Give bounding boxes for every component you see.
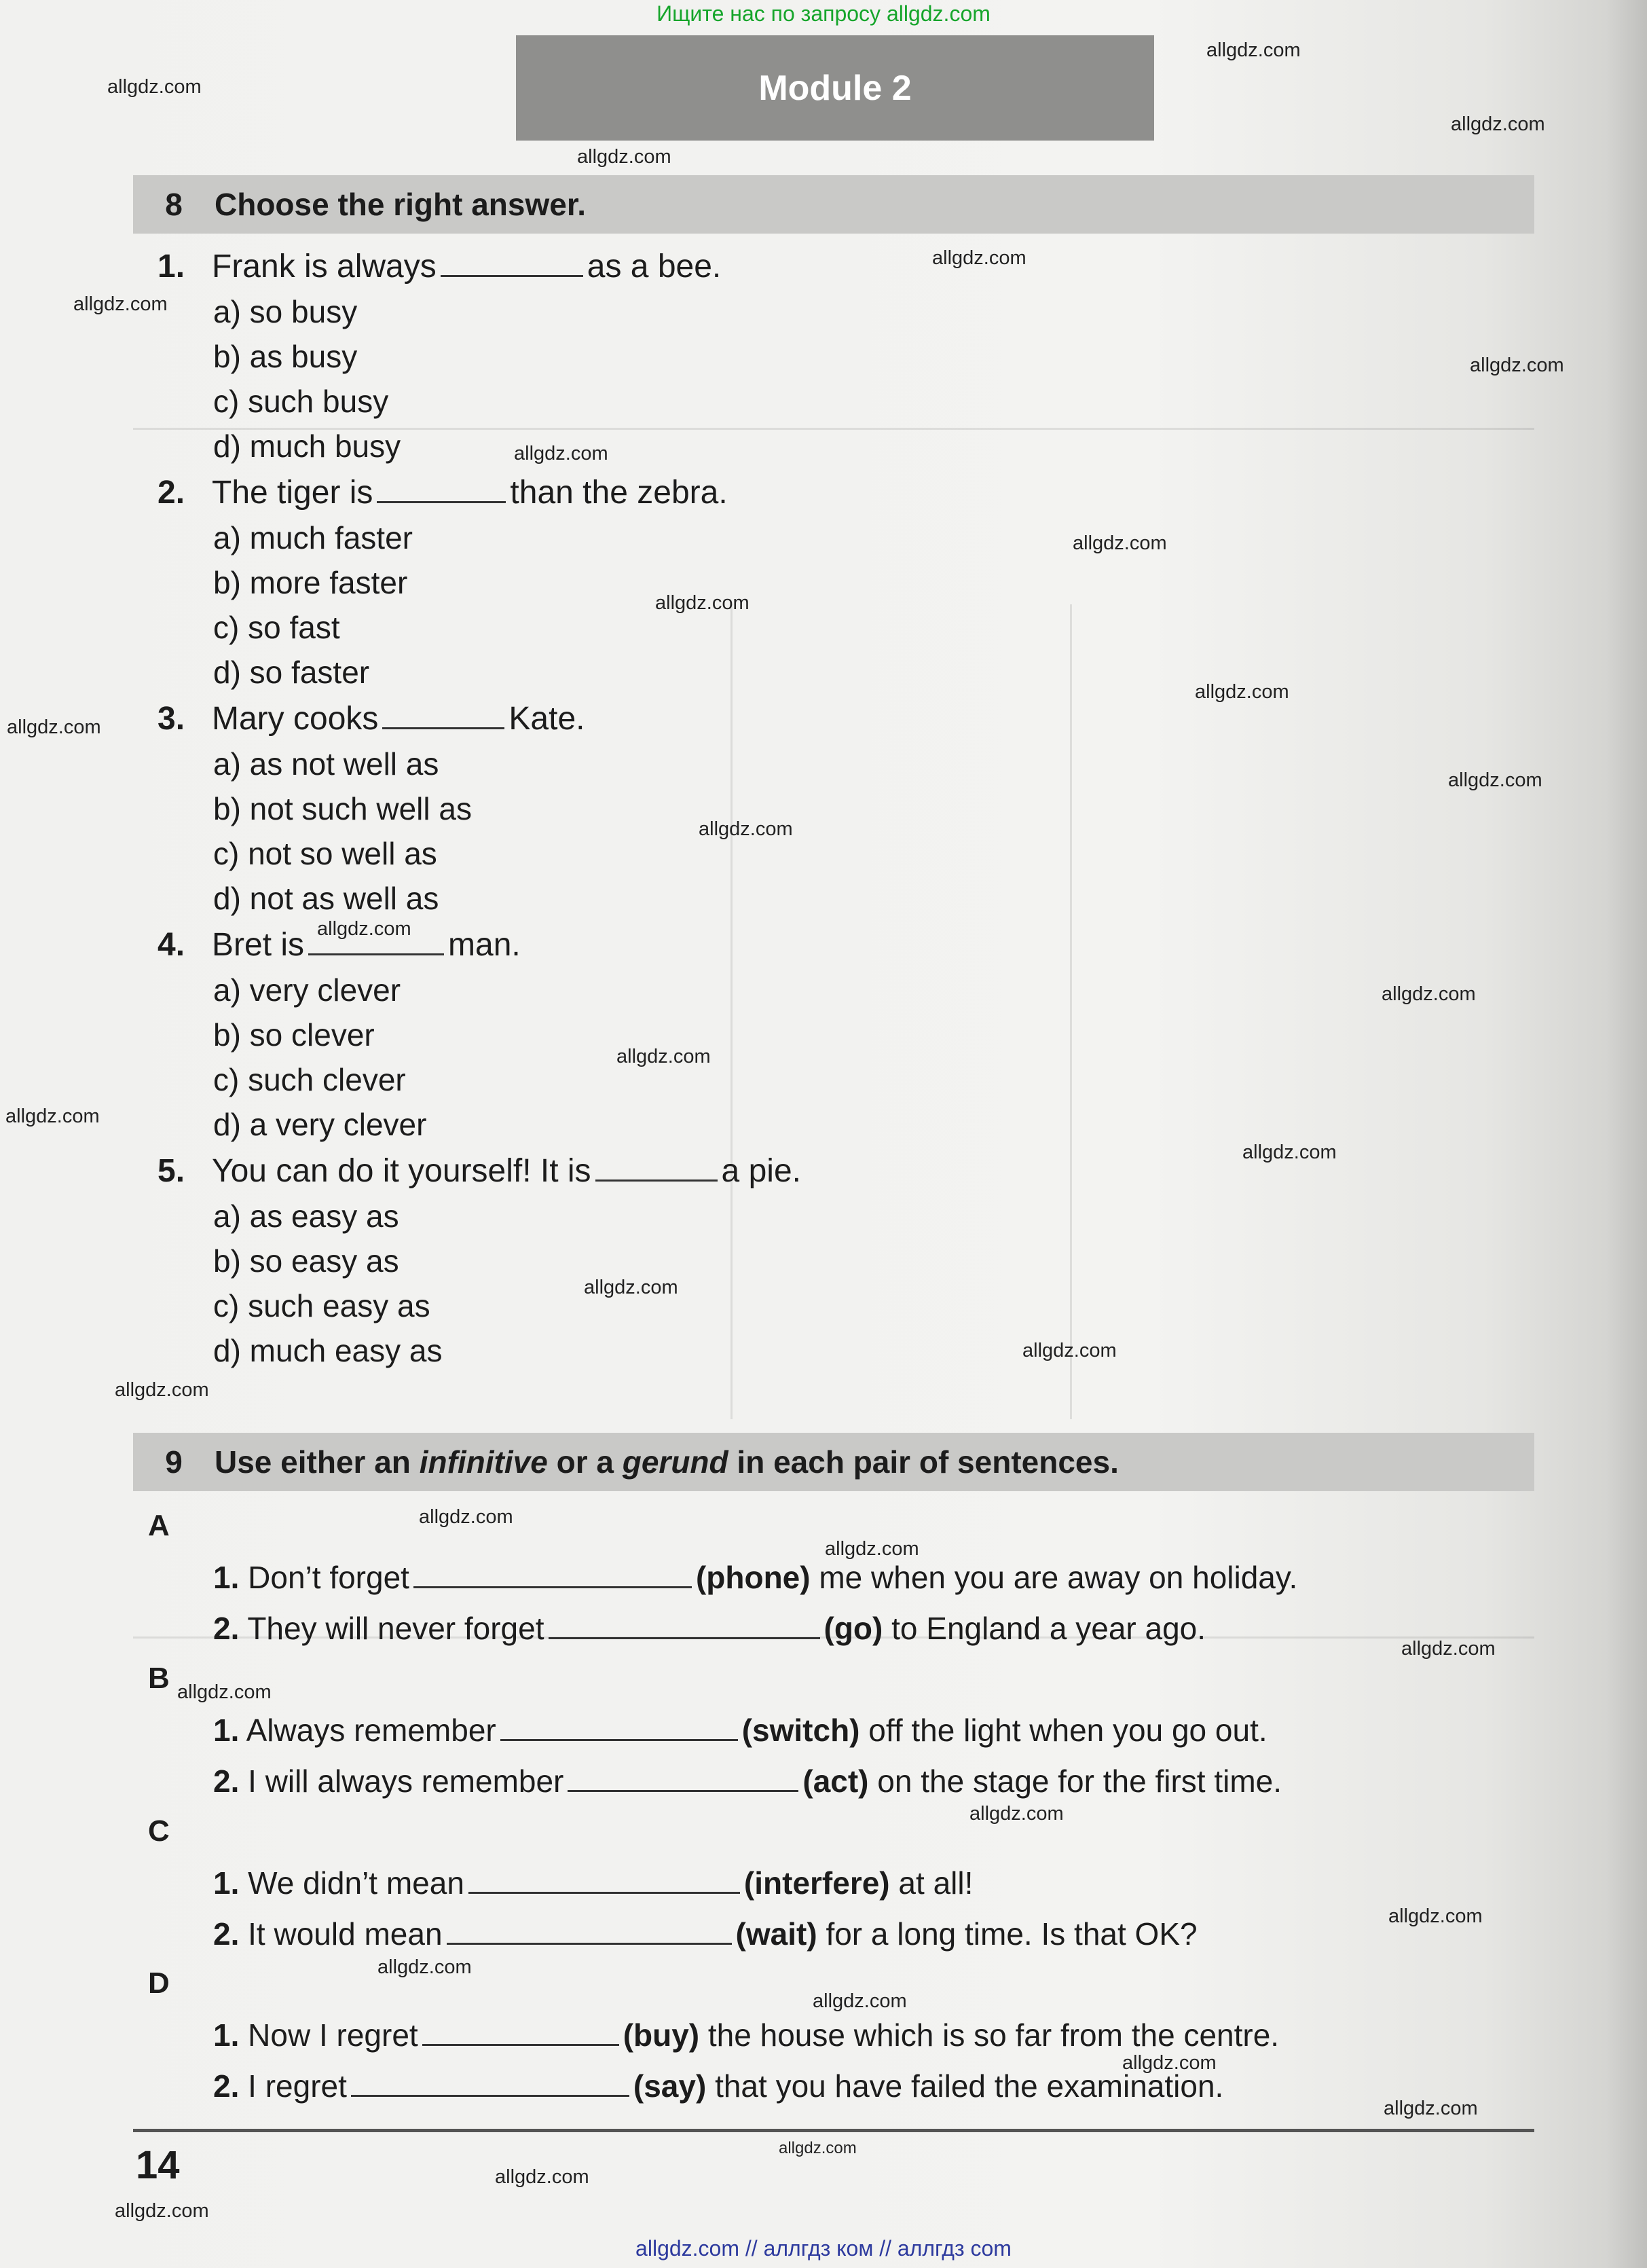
exercise-number: 8 [165,187,183,222]
watermark: allgdz.com [1470,354,1564,376]
watermark: allgdz.com [7,716,101,738]
watermark: allgdz.com [177,1681,272,1703]
answer-blank[interactable] [441,250,583,277]
watermark: allgdz.com [1451,113,1545,135]
sentence: 1. Now I regret (buy) the house which is so far from the centre. [213,2017,1280,2053]
option[interactable]: c) such clever [213,1062,406,1097]
watermark: allgdz.com [584,1277,678,1298]
option[interactable]: c) such easy as [213,1288,430,1323]
exercise-title: Use either an infinitive or a gerund in each pair of sentences. [215,1444,1119,1480]
answer-blank[interactable] [468,1867,740,1894]
answer-blank[interactable] [377,476,506,503]
option[interactable]: a) as easy as [213,1199,399,1234]
watermark: allgdz.com [779,2139,857,2157]
option[interactable]: d) much easy as [213,1333,443,1368]
answer-blank[interactable] [422,2019,619,2046]
group-letter: D [148,1967,170,2000]
option[interactable]: a) much faster [213,520,413,555]
option[interactable]: a) so busy [213,294,358,329]
watermark: allgdz.com [115,1379,209,1401]
watermark: allgdz.com [377,1956,472,1978]
page-spine-shadow [1606,0,1647,2268]
question: 5. You can do it yourself! It is a pie. [158,1153,801,1189]
watermark: allgdz.com [514,443,608,464]
watermark: allgdz.com [495,2166,589,2188]
watermark: allgdz.com [699,818,793,840]
watermark: allgdz.com [825,1538,919,1560]
question: 1. Frank is always as a bee. [158,249,722,285]
watermark: allgdz.com [5,1105,100,1127]
watermark: allgdz.com [577,146,671,168]
sentence: 2. I regret (say) that you have failed the examination. [213,2068,1224,2104]
watermark: allgdz.com [1022,1340,1117,1361]
watermark: allgdz.com [932,247,1026,269]
answer-blank[interactable] [413,1561,692,1588]
exercise-9-header [133,1433,1534,1491]
watermark: allgdz.com [419,1506,513,1528]
sentence: 2. I will always remember (act) on the stage for the first time. [213,1763,1282,1799]
answer-blank[interactable] [500,1714,738,1741]
group-letter: C [148,1814,170,1848]
watermark: allgdz.com [1401,1638,1496,1660]
option[interactable]: d) not as well as [213,881,439,916]
group-letter: B [148,1662,170,1695]
watermark: allgdz.com [655,592,750,614]
option[interactable]: b) as busy [213,339,358,374]
option[interactable]: c) so fast [213,610,340,645]
answer-blank[interactable] [447,1918,732,1945]
watermark: allgdz.com [1122,2052,1217,2074]
option[interactable]: c) such busy [213,384,389,419]
option[interactable]: a) as not well as [213,746,439,782]
answer-blank[interactable] [351,2070,629,2097]
sentence: 2. They will never forget (go) to England a year ago. [213,1611,1206,1646]
watermark: allgdz.com [616,1046,711,1067]
question: 3. Mary cooks Kate. [158,701,585,737]
sentence: 1. Don’t forget (phone) me when you are away on holiday. [213,1560,1298,1595]
option[interactable]: d) a very clever [213,1107,427,1142]
watermark: allgdz.com [1242,1141,1337,1163]
option[interactable]: d) so faster [213,655,370,690]
watermark: allgdz.com [1206,39,1301,61]
watermark: allgdz.com [115,2200,209,2222]
exercise-8-header [133,175,1534,234]
watermark: allgdz.com [813,1990,907,2012]
page-number: 14 [136,2143,180,2187]
watermark: allgdz.com [1073,532,1167,554]
watermark: allgdz.com [73,293,168,315]
answer-blank[interactable] [549,1612,820,1639]
watermark: allgdz.com [1448,769,1542,791]
sentence: 2. It would mean (wait) for a long time. Is that OK? [213,1916,1198,1952]
sentence: 1. We didn’t mean (interfere) at all! [213,1865,974,1901]
option[interactable]: b) more faster [213,565,408,600]
option[interactable]: c) not so well as [213,836,437,871]
watermark: allgdz.com [1388,1905,1483,1927]
watermark: allgdz.com [317,918,411,940]
question: 2. The tiger is than the zebra. [158,475,728,511]
exercise-title: Choose the right answer. [215,187,586,222]
watermark: allgdz.com [107,76,202,98]
option[interactable]: d) much busy [213,428,401,464]
watermark: allgdz.com [1195,681,1289,703]
bottom-banner[interactable]: allgdz.com // аллгдз ком // аллгдз com [635,2236,1012,2261]
answer-blank[interactable] [382,702,504,729]
watermark: allgdz.com [1384,2098,1478,2119]
option[interactable]: a) very clever [213,972,401,1008]
group-letter: A [148,1509,170,1542]
module-title: Module 2 [516,35,1154,141]
answer-blank[interactable] [568,1765,798,1792]
watermark: allgdz.com [969,1803,1064,1825]
answer-blank[interactable] [595,1154,718,1182]
sentence: 1. Always remember (switch) off the light when you go out. [213,1713,1267,1748]
option[interactable]: b) so clever [213,1017,375,1053]
exercise-number: 9 [165,1444,183,1480]
watermark: allgdz.com [1382,983,1476,1005]
question: 4. Bret is man. [158,927,521,963]
top-banner[interactable]: Ищите нас по запросу allgdz.com [656,1,991,26]
option[interactable]: b) so easy as [213,1243,399,1279]
option[interactable]: b) not such well as [213,791,472,826]
footer-divider [133,2129,1534,2132]
